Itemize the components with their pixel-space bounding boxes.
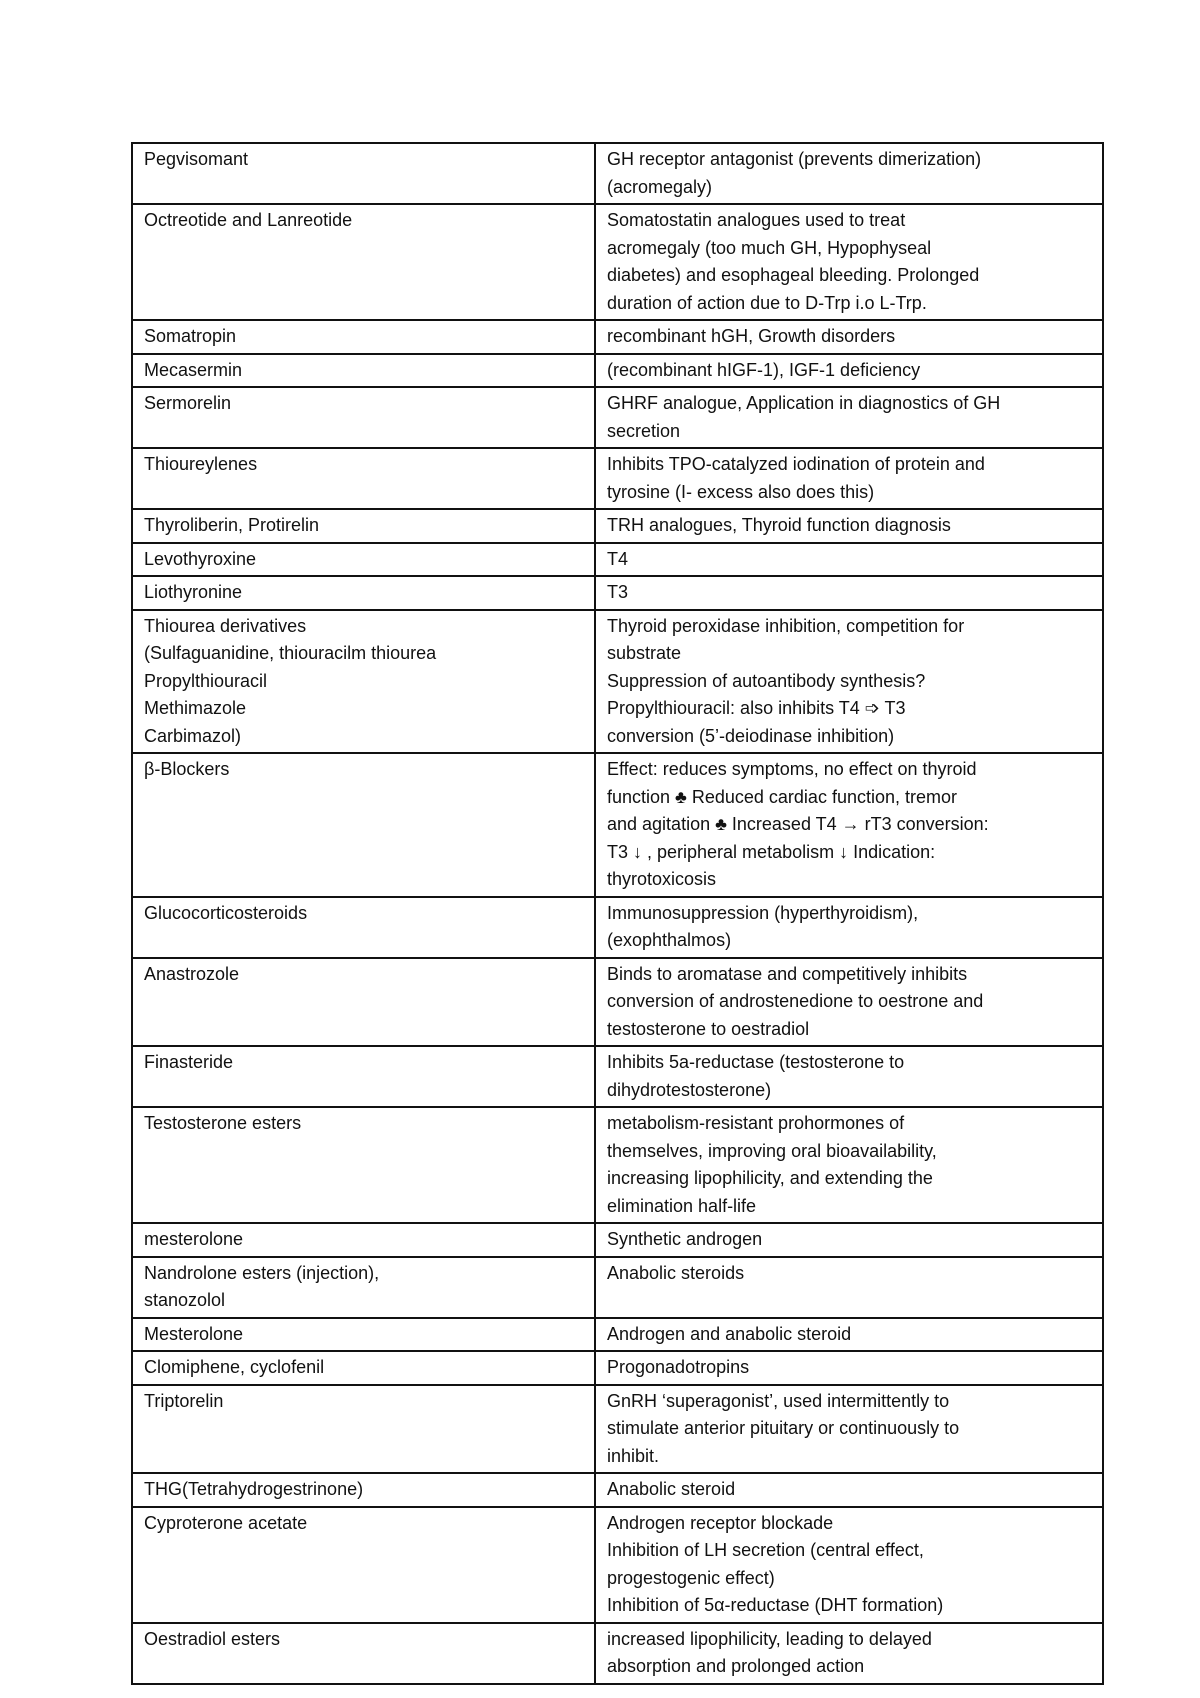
drug-name-cell: Thioureylenes xyxy=(132,448,595,509)
drug-name-cell: Anastrozole xyxy=(132,958,595,1047)
drug-effect-cell: GnRH ‘superagonist’, used intermittently to stimulate anterior pituitary or continuously to inhibit. xyxy=(595,1385,1103,1474)
drug-name-cell: Octreotide and Lanreotide xyxy=(132,204,595,320)
drug-effect-cell: Immunosuppression (hyperthyroidism), (exophthalmos) xyxy=(595,897,1103,958)
table-row xyxy=(132,1318,1103,1352)
drug-effect-cell: T4 xyxy=(595,543,1103,577)
drug-effect-cell: Effect: reduces symptoms, no effect on thyroid function ♣ Reduced cardiac function, tremor and agitation ♣ Increased T4 → rT3 conversion: T3 ↓ , peripheral metabolism ↓ Indication: thyrotoxicosis xyxy=(595,753,1103,897)
table-row xyxy=(132,387,1103,448)
drug-effect-cell: Inhibits 5a-reductase (testosterone to dihydrotestosterone) xyxy=(595,1046,1103,1107)
drug-effect-cell: TRH analogues, Thyroid function diagnosis xyxy=(595,509,1103,543)
drug-effect-cell: (recombinant hIGF-1), IGF-1 deficiency xyxy=(595,354,1103,388)
drug-name-cell: Cyproterone acetate xyxy=(132,1507,595,1623)
drug-name-cell: mesterolone xyxy=(132,1223,595,1257)
drug-name-cell: Clomiphene, cyclofenil xyxy=(132,1351,595,1385)
drug-name-cell: Thyroliberin, Protirelin xyxy=(132,509,595,543)
drug-name-cell: β-Blockers xyxy=(132,753,595,897)
drug-name-cell: Oestradiol esters xyxy=(132,1623,595,1684)
drug-effect-cell: increased lipophilicity, leading to delayed absorption and prolonged action xyxy=(595,1623,1103,1684)
table-row xyxy=(132,753,1103,897)
drug-effect-cell: Anabolic steroids xyxy=(595,1257,1103,1318)
table-row xyxy=(132,354,1103,388)
drug-name-cell: Liothyronine xyxy=(132,576,595,610)
table-row xyxy=(132,1507,1103,1623)
table-row xyxy=(132,1107,1103,1223)
table-row xyxy=(132,448,1103,509)
drug-name-cell: Triptorelin xyxy=(132,1385,595,1474)
drug-name-cell: Mecasermin xyxy=(132,354,595,388)
drug-effect-cell: GH receptor antagonist (prevents dimerization) (acromegaly) xyxy=(595,143,1103,204)
drug-effect-cell: T3 xyxy=(595,576,1103,610)
drug-name-cell: Levothyroxine xyxy=(132,543,595,577)
table-body xyxy=(132,143,1103,1684)
table-row xyxy=(132,958,1103,1047)
table-row xyxy=(132,509,1103,543)
table-row xyxy=(132,320,1103,354)
drug-name-cell: Somatropin xyxy=(132,320,595,354)
drug-effect-cell: metabolism-resistant prohormones of themselves, improving oral bioavailability, increasing lipophilicity, and extending the elimination half-life xyxy=(595,1107,1103,1223)
drug-effect-cell: GHRF analogue, Application in diagnostics of GH secretion xyxy=(595,387,1103,448)
table-row xyxy=(132,204,1103,320)
drug-name-cell: Mesterolone xyxy=(132,1318,595,1352)
table-row xyxy=(132,1385,1103,1474)
drug-effect-cell: Somatostatin analogues used to treat acromegaly (too much GH, Hypophyseal diabetes) and esophageal bleeding. Prolonged duration of action due to D-Trp i.o L-Trp. xyxy=(595,204,1103,320)
table-row xyxy=(132,1473,1103,1507)
table-row xyxy=(132,143,1103,204)
table-row xyxy=(132,1257,1103,1318)
drug-effect-cell: Thyroid peroxidase inhibition, competition for substrate Suppression of autoantibody synthesis? Propylthiouracil: also inhibits T4 ➩ T3 conversion (5’-deiodinase inhibition) xyxy=(595,610,1103,754)
drug-name-cell: Testosterone esters xyxy=(132,1107,595,1223)
table-row xyxy=(132,1223,1103,1257)
table-row xyxy=(132,1623,1103,1684)
table-row xyxy=(132,543,1103,577)
drug-name-cell: Nandrolone esters (injection), stanozolol xyxy=(132,1257,595,1318)
table-row xyxy=(132,610,1103,754)
drug-name-cell: Thiourea derivatives (Sulfaguanidine, thiouracilm thiourea Propylthiouracil Methimazole Carbimazol) xyxy=(132,610,595,754)
drug-name-cell: Sermorelin xyxy=(132,387,595,448)
drug-table xyxy=(131,142,1104,1685)
table-row xyxy=(132,1046,1103,1107)
table-row xyxy=(132,576,1103,610)
drug-effect-cell: Inhibits TPO-catalyzed iodination of protein and tyrosine (I- excess also does this) xyxy=(595,448,1103,509)
table-row xyxy=(132,1351,1103,1385)
drug-effect-cell: Progonadotropins xyxy=(595,1351,1103,1385)
drug-effect-cell: Synthetic androgen xyxy=(595,1223,1103,1257)
drug-effect-cell: recombinant hGH, Growth disorders xyxy=(595,320,1103,354)
table-row xyxy=(132,897,1103,958)
drug-name-cell: Glucocorticosteroids xyxy=(132,897,595,958)
drug-name-cell: Finasteride xyxy=(132,1046,595,1107)
drug-effect-cell: Binds to aromatase and competitively inhibits conversion of androstenedione to oestrone and testosterone to oestradiol xyxy=(595,958,1103,1047)
drug-effect-cell: Androgen receptor blockade Inhibition of LH secretion (central effect, progestogenic effect) Inhibition of 5α-reductase (DHT formation) xyxy=(595,1507,1103,1623)
drug-effect-cell: Anabolic steroid xyxy=(595,1473,1103,1507)
drug-name-cell: Pegvisomant xyxy=(132,143,595,204)
drug-name-cell: THG(Tetrahydrogestrinone) xyxy=(132,1473,595,1507)
drug-effect-cell: Androgen and anabolic steroid xyxy=(595,1318,1103,1352)
